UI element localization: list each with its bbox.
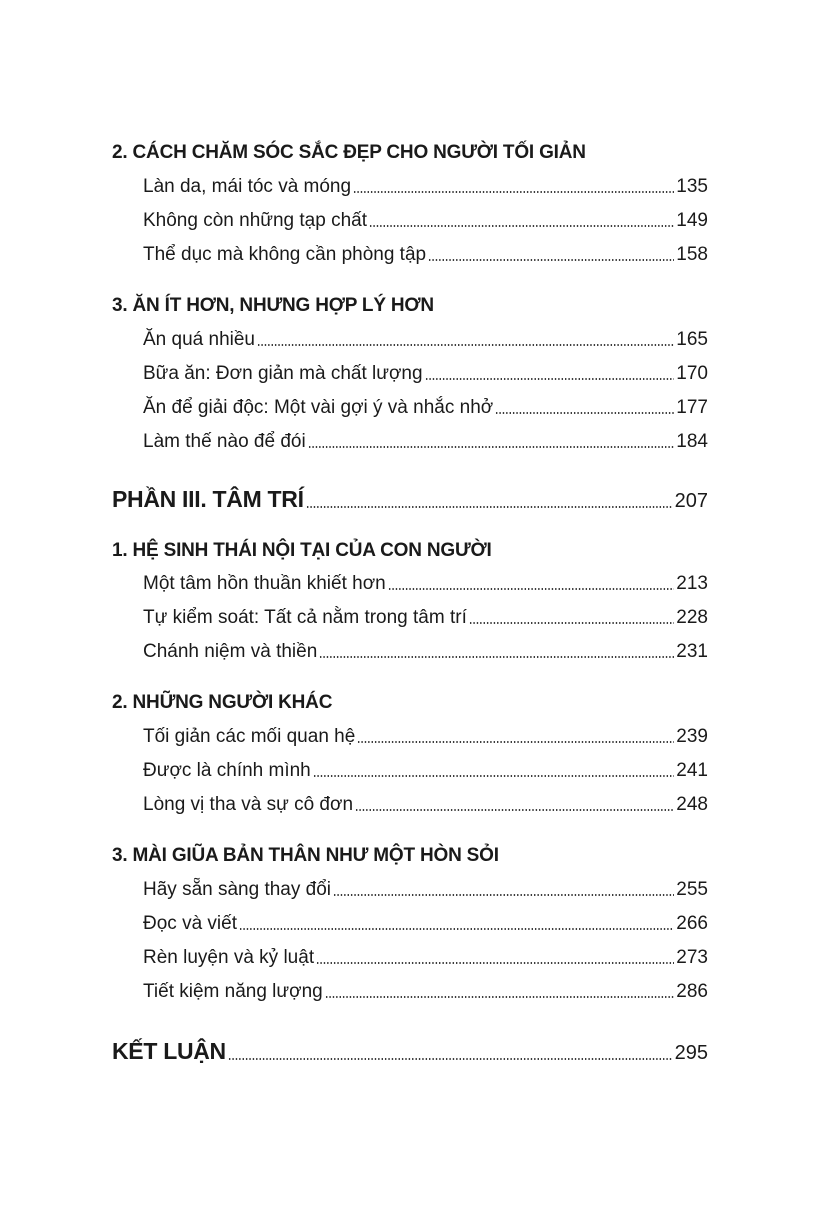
toc-entry-title: Làm thế nào để đói [143, 431, 306, 452]
toc-entry-title: Lòng vị tha và sự cô đơn [143, 794, 354, 815]
toc-entry[interactable] [143, 913, 708, 935]
toc-entry[interactable] [143, 210, 708, 232]
section-heading-beauty: 2. CÁCH CHĂM SÓC SẮC ĐẸP CHO NGƯỜI TỐI GIẢN [112, 142, 586, 163]
dot-leader [239, 928, 674, 930]
toc-entry-page: 170 [676, 363, 708, 384]
toc-entry-page: 255 [676, 879, 708, 900]
toc-entry[interactable] [143, 176, 708, 198]
toc-entry[interactable] [143, 329, 708, 351]
dot-leader [306, 506, 673, 508]
section-heading-inner-ecosystem: 1. HỆ SINH THÁI NỘI TẠI CỦA CON NGƯỜI [112, 540, 492, 561]
dot-leader [319, 656, 674, 658]
toc-entry-page: 158 [676, 244, 708, 265]
toc-entry[interactable] [143, 431, 708, 453]
section-heading-polish-yourself: 3. MÀI GIŨA BẢN THÂN NHƯ MỘT HÒN SỎI [112, 845, 499, 866]
toc-entry-page: 177 [676, 397, 708, 418]
toc-entry-title: Tiết kiệm năng lượng [143, 981, 323, 1002]
toc-entry[interactable] [143, 794, 708, 816]
dot-leader [313, 775, 675, 777]
toc-part-title: PHẦN III. TÂM TRÍ [112, 486, 304, 512]
toc-entry-page: 241 [676, 760, 708, 781]
dot-leader [357, 741, 674, 743]
toc-entry-title: Không còn những tạp chất [143, 210, 368, 231]
toc-entry-page: 231 [676, 641, 708, 662]
toc-entry-page: 213 [676, 573, 708, 594]
section-heading-eat-less: 3. ĂN ÍT HƠN, NHƯNG HỢP LÝ HƠN [112, 295, 434, 316]
toc-entry-page: 228 [676, 607, 708, 628]
toc-entry[interactable] [143, 397, 708, 419]
dot-leader [325, 996, 675, 998]
toc-part-entry[interactable] [112, 486, 708, 513]
dot-leader [469, 622, 674, 624]
dot-leader [228, 1058, 673, 1060]
toc-entry[interactable] [143, 573, 708, 595]
dot-leader [355, 809, 674, 811]
toc-entry[interactable] [143, 981, 708, 1003]
toc-entry[interactable] [143, 641, 708, 663]
dot-leader [428, 259, 674, 261]
toc-entry[interactable] [143, 726, 708, 748]
dot-leader [333, 894, 674, 896]
section-heading-others: 2. NHỮNG NGƯỜI KHÁC [112, 692, 333, 713]
toc-entry-title: Làn da, mái tóc và móng [143, 176, 352, 197]
toc-entry-title: Tối giản các mối quan hệ [143, 726, 356, 747]
toc-entry-page: 248 [676, 794, 708, 815]
toc-entry-page: 266 [676, 913, 708, 934]
toc-entry-page: 239 [676, 726, 708, 747]
toc-entry-page: 149 [676, 210, 708, 231]
toc-entry[interactable] [143, 607, 708, 629]
toc-entry-title: Một tâm hồn thuần khiết hơn [143, 573, 386, 594]
dot-leader [425, 378, 675, 380]
toc-entry[interactable] [143, 760, 708, 782]
toc-entry-title: Hãy sẵn sàng thay đổi [143, 879, 332, 900]
toc-entry-page: 286 [676, 981, 708, 1002]
toc-part-page: 295 [674, 1042, 708, 1064]
toc-entry[interactable] [143, 244, 708, 266]
toc-entry-title: Rèn luyện và kỷ luật [143, 947, 315, 968]
toc-entry-title: Ăn để giải độc: Một vài gợi ý và nhắc nhở [143, 397, 494, 418]
toc-entry-title: Bữa ăn: Đơn giản mà chất lượng [143, 363, 423, 384]
toc-entry-title: Ăn quá nhiều [143, 329, 255, 350]
toc-entry-title: Tự kiểm soát: Tất cả nằm trong tâm trí [143, 607, 467, 628]
dot-leader [495, 412, 674, 414]
toc-entry-page: 135 [676, 176, 708, 197]
toc-entry-page: 184 [676, 431, 708, 452]
toc-entry-page: 165 [676, 329, 708, 350]
toc-entry[interactable] [143, 947, 708, 969]
dot-leader [353, 191, 674, 193]
toc-entry-title: Chánh niệm và thiền [143, 641, 318, 662]
toc-entry-title: Thể dục mà không cần phòng tập [143, 244, 427, 265]
toc-part-page: 207 [674, 490, 708, 512]
toc-entry[interactable] [143, 879, 708, 901]
dot-leader [308, 446, 675, 448]
toc-part-entry[interactable] [112, 1038, 708, 1065]
toc-entry-title: Đọc và viết [143, 913, 237, 934]
dot-leader [369, 225, 674, 227]
toc-entry[interactable] [143, 363, 708, 385]
dot-leader [257, 344, 674, 346]
dot-leader [316, 962, 674, 964]
dot-leader [388, 588, 675, 590]
toc-part-title: KẾT LUẬN [112, 1038, 226, 1064]
toc-entry-title: Được là chính mình [143, 760, 311, 781]
toc-entry-page: 273 [676, 947, 708, 968]
